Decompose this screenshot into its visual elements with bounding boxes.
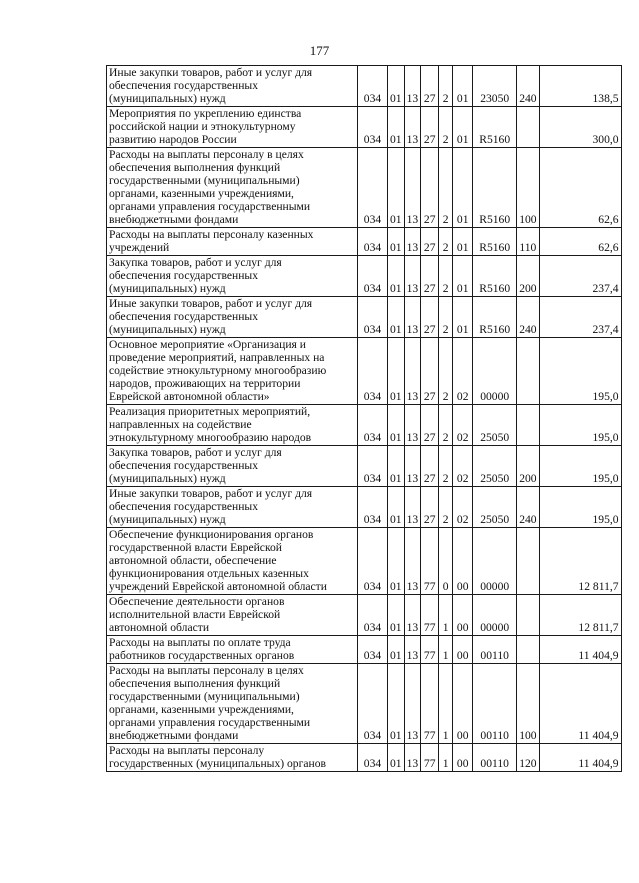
row-name-line: автономной области	[109, 621, 210, 634]
row-amount: 195,0	[539, 405, 621, 446]
code-expense-type: 240	[517, 66, 539, 107]
code-expense-direction: R5160	[473, 256, 517, 297]
row-name-line: Расходы на выплаты персоналу в целях	[109, 664, 304, 677]
code-section: 01	[388, 256, 405, 297]
row-name	[107, 228, 358, 256]
code-section: 01	[388, 405, 405, 446]
code-expense-type: 240	[517, 487, 539, 528]
code-subsection: 13	[404, 107, 421, 148]
code-ministry: 034	[358, 338, 388, 405]
code-expense-type	[517, 405, 539, 446]
code-subsection: 13	[404, 405, 421, 446]
code-subprogram: 2	[439, 487, 453, 528]
row-name-line: Расходы на выплаты персоналу казенных	[109, 228, 314, 241]
row-name-line: государственными (муниципальными)	[109, 690, 300, 703]
code-section: 01	[388, 297, 405, 338]
page-number: 177	[309, 43, 330, 58]
code-subprogram: 1	[439, 636, 453, 664]
code-expense-direction: 25050	[473, 487, 517, 528]
code-program: 27	[421, 405, 439, 446]
code-expense-direction: 23050	[473, 66, 517, 107]
code-subsection: 13	[404, 148, 421, 228]
row-name-line: органами, казенными учреждениями,	[109, 187, 294, 200]
row-name-line: внебюджетными фондами	[109, 213, 239, 226]
code-ministry: 034	[358, 148, 388, 228]
code-activity: 00	[453, 744, 473, 772]
code-section: 01	[388, 528, 405, 595]
code-expense-type: 200	[517, 446, 539, 487]
budget-table	[106, 65, 622, 772]
code-expense-direction: 00000	[473, 338, 517, 405]
code-expense-type: 240	[517, 297, 539, 338]
code-ministry: 034	[358, 528, 388, 595]
table-row	[107, 744, 622, 772]
row-name-line: органами управления государственными	[109, 200, 311, 213]
row-name	[107, 664, 358, 744]
code-subprogram: 2	[439, 148, 453, 228]
table-row	[107, 636, 622, 664]
row-amount: 62,6	[539, 228, 621, 256]
code-subsection: 13	[404, 228, 421, 256]
code-program: 77	[421, 744, 439, 772]
row-name-line: Закупка товаров, работ и услуг для	[109, 446, 282, 459]
code-expense-direction: 25050	[473, 405, 517, 446]
code-expense-type	[517, 107, 539, 148]
code-expense-type	[517, 595, 539, 636]
table-row	[107, 228, 622, 256]
code-program: 77	[421, 595, 439, 636]
code-expense-type	[517, 528, 539, 595]
code-activity: 00	[453, 664, 473, 744]
table-row	[107, 664, 622, 744]
code-ministry: 034	[358, 446, 388, 487]
code-program: 27	[421, 446, 439, 487]
row-amount: 12 811,7	[539, 528, 621, 595]
code-ministry: 034	[358, 664, 388, 744]
code-ministry: 034	[358, 228, 388, 256]
code-program: 27	[421, 297, 439, 338]
code-ministry: 034	[358, 107, 388, 148]
code-expense-type	[517, 636, 539, 664]
row-name	[107, 636, 358, 664]
code-subsection: 13	[404, 744, 421, 772]
code-section: 01	[388, 744, 405, 772]
code-subprogram: 2	[439, 228, 453, 256]
code-expense-type: 120	[517, 744, 539, 772]
table-row	[107, 446, 622, 487]
code-section: 01	[388, 446, 405, 487]
code-subsection: 13	[404, 256, 421, 297]
row-name-line: Мероприятия по укреплению единства	[109, 107, 302, 120]
table-row	[107, 595, 622, 636]
row-name-line: органами управления государственными	[109, 716, 311, 729]
code-section: 01	[388, 664, 405, 744]
row-name-line: (муниципальных) нужд	[109, 472, 226, 485]
row-name	[107, 297, 358, 338]
code-activity: 00	[453, 595, 473, 636]
row-amount: 12 811,7	[539, 595, 621, 636]
code-expense-direction: R5160	[473, 297, 517, 338]
row-name	[107, 595, 358, 636]
row-name-line: государственной власти Еврейской	[109, 541, 282, 554]
code-activity: 01	[453, 228, 473, 256]
row-name-line: государственных (муниципальных) органов	[109, 757, 326, 770]
row-name	[107, 148, 358, 228]
row-amount: 11 404,9	[539, 636, 621, 664]
code-activity: 01	[453, 148, 473, 228]
row-name-line: учреждений	[109, 241, 170, 254]
row-name-line: обеспечения государственных	[109, 459, 259, 472]
row-name-line: Иные закупки товаров, работ и услуг для	[109, 66, 313, 79]
code-expense-direction: 00110	[473, 664, 517, 744]
row-name-line: учреждений Еврейской автономной области	[109, 580, 327, 593]
table-row	[107, 338, 622, 405]
row-name	[107, 744, 358, 772]
table-row	[107, 297, 622, 338]
code-activity: 02	[453, 338, 473, 405]
code-expense-type: 200	[517, 256, 539, 297]
row-name-line: Обеспечение деятельности органов	[109, 595, 285, 608]
row-amount: 300,0	[539, 107, 621, 148]
code-activity: 02	[453, 487, 473, 528]
code-expense-type	[517, 338, 539, 405]
code-ministry: 034	[358, 66, 388, 107]
row-name-line: обеспечения выполнения функций	[109, 161, 281, 174]
code-ministry: 034	[358, 297, 388, 338]
code-ministry: 034	[358, 405, 388, 446]
code-section: 01	[388, 228, 405, 256]
table-row	[107, 528, 622, 595]
code-subsection: 13	[404, 297, 421, 338]
row-name-line: обеспечения выполнения функций	[109, 677, 281, 690]
row-name-line: (муниципальных) нужд	[109, 282, 226, 295]
row-name-line: Закупка товаров, работ и услуг для	[109, 256, 282, 269]
code-program: 27	[421, 107, 439, 148]
row-name-line: обеспечения государственных	[109, 500, 259, 513]
code-expense-type: 110	[517, 228, 539, 256]
code-ministry: 034	[358, 636, 388, 664]
code-program: 27	[421, 487, 439, 528]
row-name-line: Еврейской автономной области»	[109, 390, 270, 403]
row-name-line: народов, проживающих на территории	[109, 377, 301, 390]
code-subprogram: 1	[439, 595, 453, 636]
code-expense-direction: 25050	[473, 446, 517, 487]
row-name	[107, 528, 358, 595]
code-subsection: 13	[404, 664, 421, 744]
code-activity: 00	[453, 636, 473, 664]
code-subprogram: 2	[439, 405, 453, 446]
row-name	[107, 405, 358, 446]
code-subsection: 13	[404, 636, 421, 664]
code-ministry: 034	[358, 487, 388, 528]
row-name-line: Иные закупки товаров, работ и услуг для	[109, 487, 313, 500]
row-amount: 11 404,9	[539, 744, 621, 772]
row-name-line: государственными (муниципальными)	[109, 174, 300, 187]
code-activity: 01	[453, 297, 473, 338]
code-activity: 02	[453, 405, 473, 446]
row-name-line: Расходы на выплаты персоналу в целях	[109, 148, 304, 161]
code-activity: 00	[453, 528, 473, 595]
code-subsection: 13	[404, 528, 421, 595]
code-program: 27	[421, 148, 439, 228]
code-program: 77	[421, 664, 439, 744]
code-ministry: 034	[358, 256, 388, 297]
code-section: 01	[388, 66, 405, 107]
row-name-line: проведение мероприятий, направленных на	[109, 351, 325, 364]
code-activity: 01	[453, 66, 473, 107]
row-name	[107, 446, 358, 487]
row-name	[107, 107, 358, 148]
code-subsection: 13	[404, 446, 421, 487]
code-section: 01	[388, 148, 405, 228]
row-name	[107, 256, 358, 297]
row-name-line: Расходы на выплаты по оплате труда	[109, 636, 291, 649]
row-amount: 237,4	[539, 256, 621, 297]
table-row	[107, 148, 622, 228]
code-subprogram: 1	[439, 664, 453, 744]
row-name-line: содействие этнокультурному многообразию	[109, 364, 327, 377]
row-amount: 237,4	[539, 297, 621, 338]
row-name	[107, 338, 358, 405]
code-program: 27	[421, 338, 439, 405]
row-amount: 195,0	[539, 487, 621, 528]
code-expense-direction: R5160	[473, 107, 517, 148]
code-expense-direction: 00000	[473, 528, 517, 595]
code-ministry: 034	[358, 744, 388, 772]
row-amount: 62,6	[539, 148, 621, 228]
table-row	[107, 405, 622, 446]
code-program: 27	[421, 228, 439, 256]
row-name-line: направленных на содействие	[109, 418, 252, 431]
code-activity: 01	[453, 107, 473, 148]
code-program: 27	[421, 256, 439, 297]
code-subprogram: 2	[439, 338, 453, 405]
code-subprogram: 1	[439, 744, 453, 772]
row-name-line: Иные закупки товаров, работ и услуг для	[109, 297, 313, 310]
row-name	[107, 66, 358, 107]
code-expense-type: 100	[517, 148, 539, 228]
code-expense-type: 100	[517, 664, 539, 744]
row-amount: 11 404,9	[539, 664, 621, 744]
code-activity: 01	[453, 256, 473, 297]
row-name-line: автономной области, обеспечение	[109, 554, 277, 567]
code-subprogram: 2	[439, 446, 453, 487]
code-program: 77	[421, 636, 439, 664]
code-section: 01	[388, 595, 405, 636]
code-section: 01	[388, 636, 405, 664]
code-subprogram: 2	[439, 256, 453, 297]
code-expense-direction: 00000	[473, 595, 517, 636]
code-subsection: 13	[404, 487, 421, 528]
row-name-line: российской нации и этнокультурному	[109, 120, 296, 133]
table-row	[107, 66, 622, 107]
row-name-line: (муниципальных) нужд	[109, 513, 226, 526]
row-name-line: (муниципальных) нужд	[109, 92, 226, 105]
code-section: 01	[388, 107, 405, 148]
code-expense-direction: 00110	[473, 744, 517, 772]
row-name-line: Реализация приоритетных мероприятий,	[109, 405, 311, 418]
row-name-line: функционирования отдельных казенных	[109, 567, 309, 580]
row-name	[107, 487, 358, 528]
code-section: 01	[388, 338, 405, 405]
code-program: 77	[421, 528, 439, 595]
row-name-line: обеспечения государственных	[109, 269, 259, 282]
code-subprogram: 0	[439, 528, 453, 595]
row-name-line: Расходы на выплаты персоналу	[109, 744, 265, 757]
code-subprogram: 2	[439, 107, 453, 148]
row-name-line: органами, казенными учреждениями,	[109, 703, 294, 716]
row-name-line: Обеспечение функционирования органов	[109, 528, 314, 541]
code-expense-direction: R5160	[473, 148, 517, 228]
row-amount: 138,5	[539, 66, 621, 107]
code-subprogram: 2	[439, 66, 453, 107]
row-amount: 195,0	[539, 338, 621, 405]
code-program: 27	[421, 66, 439, 107]
code-subsection: 13	[404, 595, 421, 636]
row-name-line: Основное мероприятие «Организация и	[109, 338, 306, 351]
code-subsection: 13	[404, 338, 421, 405]
row-name-line: исполнительной власти Еврейской	[109, 608, 281, 621]
code-ministry: 034	[358, 595, 388, 636]
code-subprogram: 2	[439, 297, 453, 338]
row-name-line: внебюджетными фондами	[109, 729, 239, 742]
table-row	[107, 256, 622, 297]
row-name-line: этнокультурному многообразию народов	[109, 431, 312, 444]
row-name-line: обеспечения государственных	[109, 310, 259, 323]
row-name-line: (муниципальных) нужд	[109, 323, 226, 336]
row-name-line: работников государственных органов	[109, 649, 295, 662]
row-name-line: развитию народов России	[109, 133, 237, 146]
code-expense-direction: R5160	[473, 228, 517, 256]
row-amount: 195,0	[539, 446, 621, 487]
table-row	[107, 487, 622, 528]
table-row	[107, 107, 622, 148]
code-section: 01	[388, 487, 405, 528]
row-name-line: обеспечения государственных	[109, 79, 259, 92]
code-expense-direction: 00110	[473, 636, 517, 664]
code-activity: 02	[453, 446, 473, 487]
code-subsection: 13	[404, 66, 421, 107]
